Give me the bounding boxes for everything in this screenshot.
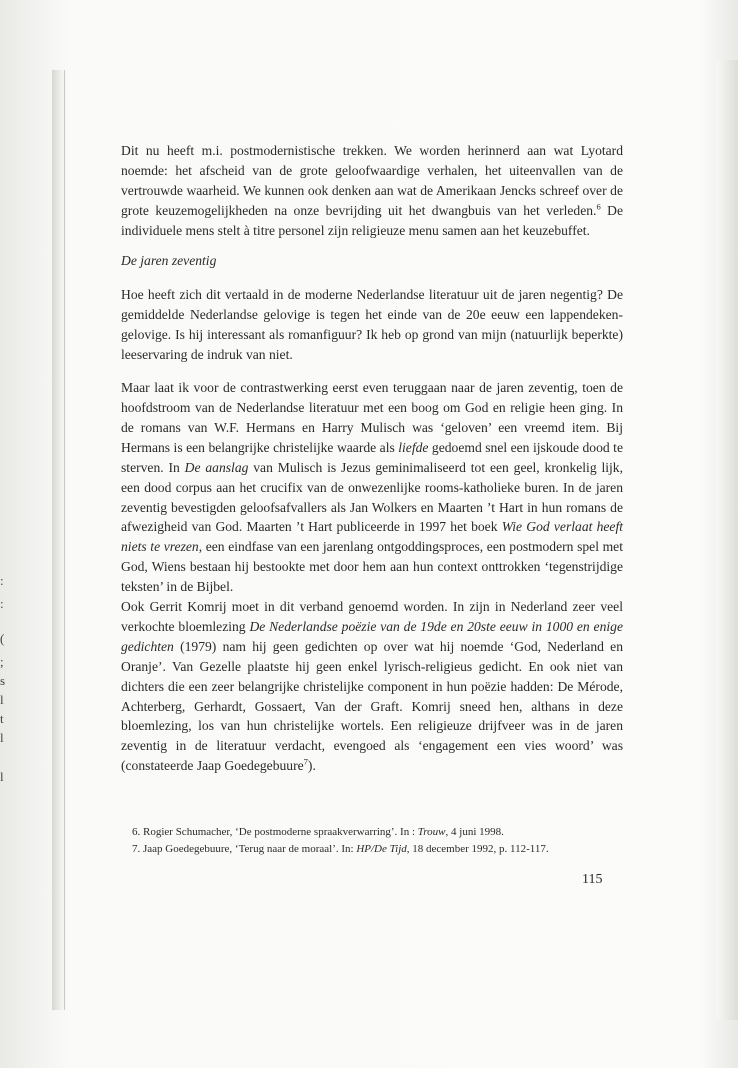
page-edge-shadow	[716, 60, 738, 1020]
footnote-text: 6. Rogier Schumacher, ‘De postmoderne spraakverwarring’. In :	[132, 826, 418, 838]
footnote-7	[132, 841, 627, 858]
footnote-text: , 4 juni 1998.	[445, 826, 504, 838]
paragraph-1	[121, 141, 623, 241]
paragraph-text: gedoemd snel een ijskoude dood te sterven. In	[121, 439, 623, 475]
margin-mark: l	[0, 769, 4, 784]
margin-mark: l	[0, 730, 4, 745]
paragraph-2: Hoe heeft zich dit vertaald in de moderne Nederlandse literatuur uit de jaren negentig? De gemiddelde Nederlandse gelovige is tegen het einde van de 20e eeuw een lappendeken-gelovige. Is hij interessant als romanfiguur? Ik heb op grond van mijn (natuurlijk beperkte) leeservaring de indruk van niet.	[121, 287, 623, 363]
margin-mark: ;	[0, 654, 4, 669]
footnote-text: 7. Jaap Goedegebuure, ‘Terug naar de moraal’. In:	[132, 843, 357, 855]
footnotes	[132, 824, 627, 858]
paragraph-text: van Mulisch is Jezus geminimaliseerd tot een geel, kronkelig lijk, een dood corpus aan het crucifix van de onwezenlijke rooms-katholieke buren. In de jaren zeventig bevestigden geloofsafvallers als Jan Wolkers en Maarten ’t Hart in hun romans de afwezigheid van God. Maarten ’t Hart publiceerde in 1997 het boek	[121, 459, 623, 535]
margin-mark: :	[0, 596, 4, 611]
italic-title: De Nederlandse poëzie van de 19de en 20ste eeuw in 1000 en enige gedichten	[121, 618, 623, 654]
paragraph-text: (1979) nam hij geen gedichten op over wat hij noemde ‘God, Nederland en Oranje’. Van Gezelle plaatste hij geen enkel lyrisch-religieus gedicht. En ook niet van dichters die een zeer belangrijke christelijke component in hun poëzie hadden: De Mérode, Achterberg, Gerhardt, Gossaert, Van der Graft. Komrij sneed hen, althans in deze bloemlezing, los van hun christelijke wortels. Een religieuze drijfveer was in de jaren zeventig in de literatuur verdacht, evengoed als ‘engagement een vies woord’ was (constateerde Jaap Goedegebuure	[121, 638, 623, 774]
gutter-line	[64, 70, 65, 1010]
footnote-source: Trouw	[417, 826, 446, 838]
footnote-text: , 18 december 1992, p. 112-117.	[406, 843, 549, 855]
margin-mark: (	[0, 631, 5, 646]
paragraph-text: Ook Gerrit Komrij moet in dit verband genoemd worden. In zijn in Nederland zeer veel verkochte bloemlezing	[121, 599, 623, 634]
paragraph-text: De individuele mens stelt à titre personel zijn religieuze menu samen aan het keuzebuffet.	[121, 202, 623, 238]
body-text	[121, 141, 623, 776]
paragraph-text: , een eindfase van een jarenlang ontgoddingsproces, een postmodern spel met God, Wiens bestaan hij bestookte met door hem aan hun context onttrokken ‘tegenstrijdige teksten’ in de Bijbel.	[121, 539, 623, 595]
paragraph-text: Dit nu heeft m.i. postmodernistische trekken. We worden herinnerd aan wat Lyotard noemde: het afscheid van de grote geloofwaardige verhalen, het uiteenvallen van de vertrouwde waarheid. We kunnen ook denken aan wat de Amerikaan Jencks schreef over de grote keuzemogelijkheden na onze bevrijding uit het dwangbuis van het verleden.	[121, 143, 623, 218]
footnote-6	[132, 824, 627, 841]
footnote-ref-7: 7	[303, 756, 308, 767]
margin-mark: :	[0, 573, 4, 588]
page-number: 115	[582, 872, 603, 887]
margin-mark: l	[0, 692, 4, 707]
paragraph-text: Maar laat ik voor de contrastwerking eerst even teruggaan naar de jaren zeventig, toen de hoofdstroom van de Nederlandse literatuur met een boog om God en religie heen ging. In de romans van W.F. Hermans en Harry Mulisch was ‘geloven’ een vreemd item. Bij Hermans is een belangrijke christelijke waarde als	[121, 380, 623, 455]
footnote-source: HP/De Tijd	[356, 843, 407, 855]
footnote-ref-6: 6	[596, 201, 601, 212]
italic-title: liefde	[398, 439, 429, 455]
italic-title: Wie God verlaat heeft niets te vrezen	[121, 519, 624, 555]
italic-title: De aanslag	[184, 459, 249, 475]
paragraph-4	[121, 597, 623, 776]
paragraph-3	[121, 378, 623, 597]
margin-mark: s	[0, 673, 6, 688]
paragraph-text: ).	[307, 758, 316, 774]
section-heading: De jaren zeventig	[121, 252, 217, 268]
margin-mark: t	[0, 711, 4, 726]
